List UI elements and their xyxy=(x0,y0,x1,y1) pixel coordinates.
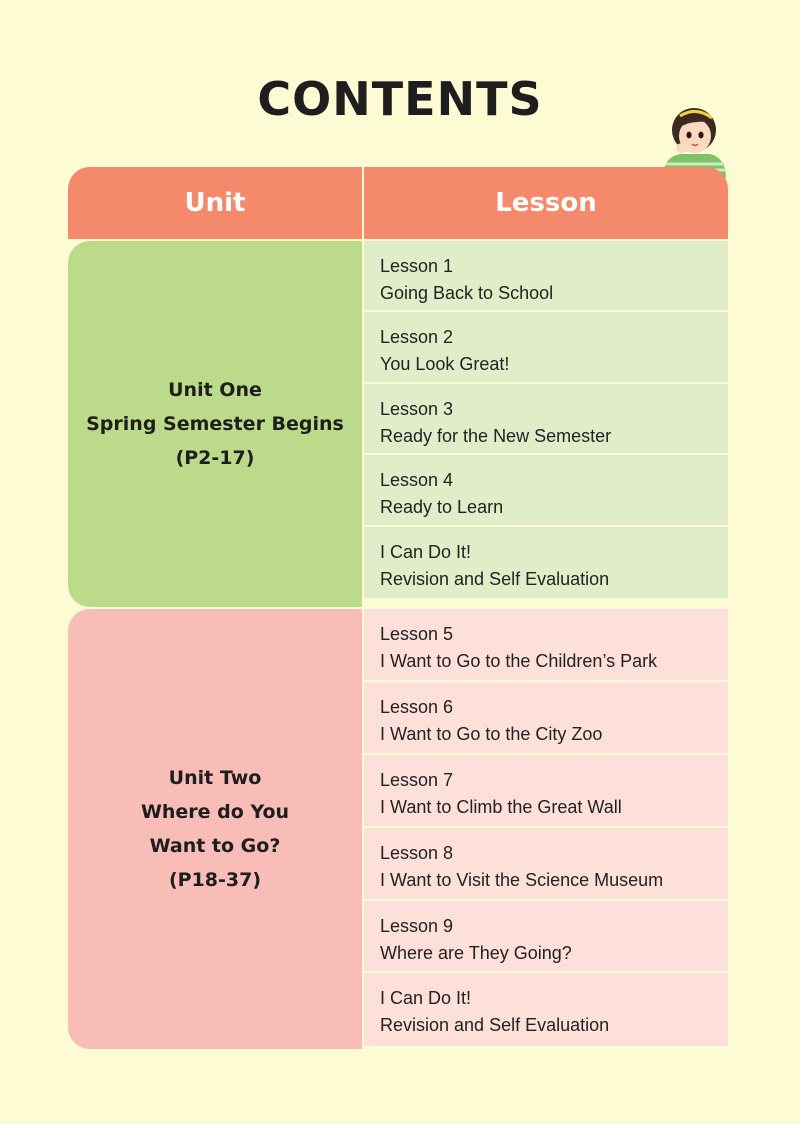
lesson-title: Where are They Going? xyxy=(380,942,572,963)
lesson-number: Lesson 1 xyxy=(380,256,454,276)
unit-one-pages: (P2-17) xyxy=(175,447,255,469)
lesson-number: Lesson 4 xyxy=(380,470,454,491)
lesson-title: Ready to Learn xyxy=(380,497,504,518)
lesson-number: I Can Do It! xyxy=(380,541,472,562)
lesson-title: Revision and Self Evaluation xyxy=(380,568,610,589)
lesson-number: Lesson 8 xyxy=(380,842,454,863)
lesson-number: Lesson 7 xyxy=(380,769,454,790)
unit-one-name: Unit One xyxy=(168,379,262,401)
lesson-number: Lesson 2 xyxy=(380,327,454,348)
lesson-title: I Want to Climb the Great Wall xyxy=(380,796,622,817)
unit-two-block xyxy=(68,609,728,1049)
unit-two-cell xyxy=(68,609,362,1049)
lesson-title: I Want to Go to the Children’s Park xyxy=(380,651,658,671)
unit-one-theme: Spring Semester Begins xyxy=(86,413,344,435)
lesson-title: Going Back to School xyxy=(380,283,554,303)
unit-column-header: Unit xyxy=(68,167,362,239)
unit-one-block xyxy=(68,241,728,607)
unit-two-pages: (P18-37) xyxy=(168,869,262,891)
lesson-row xyxy=(364,527,728,598)
lesson-row xyxy=(364,901,728,974)
lesson-number: Lesson 6 xyxy=(380,696,454,717)
unit-two-theme-line2: Want to Go? xyxy=(149,835,281,857)
lesson-number: I Can Do It! xyxy=(380,988,472,1009)
lesson-title: I Want to Visit the Science Museum xyxy=(380,869,664,890)
unit-one-cell xyxy=(68,241,362,607)
unit-two-theme-line1: Where do You xyxy=(140,801,290,823)
lesson-number: Lesson 3 xyxy=(380,398,454,419)
lesson-row xyxy=(364,241,728,312)
lesson-title: I Want to Go to the City Zoo xyxy=(380,723,603,744)
table-header xyxy=(68,167,728,239)
unit-two-lessons xyxy=(364,609,728,1049)
lesson-row xyxy=(364,973,728,1046)
lesson-title: You Look Great! xyxy=(380,354,510,375)
lesson-number: Lesson 9 xyxy=(380,915,454,936)
lesson-title: Revision and Self Evaluation xyxy=(380,1015,610,1036)
page-title: CONTENTS xyxy=(257,72,543,126)
lesson-title: Ready for the New Semester xyxy=(380,425,612,446)
lesson-row xyxy=(364,384,728,455)
lesson-row xyxy=(364,312,728,383)
lesson-row xyxy=(364,609,728,682)
unit-one-lessons xyxy=(364,241,728,607)
lesson-number: Lesson 5 xyxy=(380,624,454,644)
lesson-row xyxy=(364,455,728,526)
unit-two-name: Unit Two xyxy=(168,767,262,789)
lesson-row xyxy=(364,828,728,901)
lesson-column-header: Lesson xyxy=(364,167,728,239)
lesson-row xyxy=(364,755,728,828)
lesson-row xyxy=(364,682,728,755)
